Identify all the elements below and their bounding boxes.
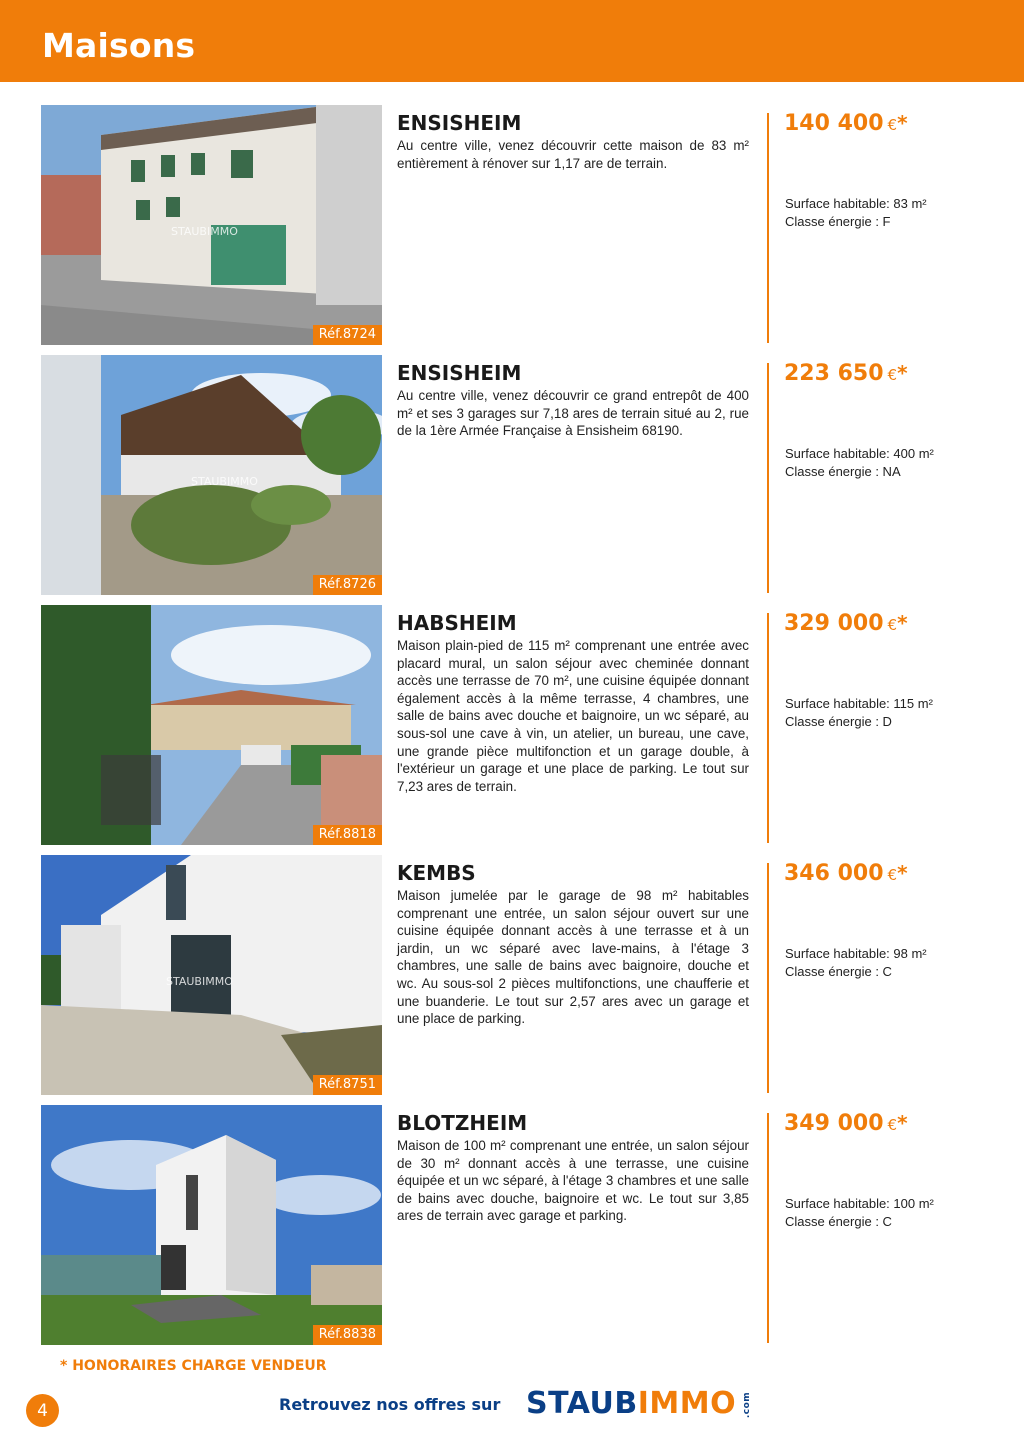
listing-price: 223 650 €* (784, 361, 908, 386)
listing-photo[interactable] (41, 105, 382, 345)
divider (767, 1113, 769, 1343)
energy-class-text: Classe énergie : C (785, 964, 892, 979)
divider (767, 613, 769, 843)
listing-specs (785, 695, 933, 731)
listing-photo[interactable] (41, 1105, 382, 1345)
listing-price: 140 400 €* (784, 111, 908, 136)
listing-city: ENSISHEIM (397, 111, 522, 135)
listing-card (0, 355, 1024, 595)
divider (767, 863, 769, 1093)
reference-badge: Réf.8818 (313, 825, 382, 845)
logo-text-immo: IMMO (637, 1386, 737, 1421)
listing-city: KEMBS (397, 861, 476, 885)
page-number-badge: 4 (26, 1394, 59, 1427)
reference-badge: Réf.8724 (313, 325, 382, 345)
listing-photo[interactable] (41, 605, 382, 845)
listing-specs (785, 945, 927, 981)
photo-watermark: STAUBIMMO (191, 475, 258, 488)
energy-class-text: Classe énergie : C (785, 1214, 892, 1229)
photo-watermark: STAUBIMMO (166, 975, 233, 988)
listing-card (0, 605, 1024, 845)
logo-text-staub: STAUB (526, 1386, 638, 1421)
surface-text: Surface habitable: 400 m² (785, 446, 934, 461)
listing-card (0, 855, 1024, 1095)
listing-specs (785, 445, 934, 481)
page-title: Maisons (42, 26, 196, 65)
photo-watermark: STAUBIMMO (171, 225, 238, 238)
listing-card (0, 1105, 1024, 1345)
surface-text: Surface habitable: 83 m² (785, 196, 927, 211)
surface-text: Surface habitable: 98 m² (785, 946, 927, 961)
listing-description: Maison plain-pied de 115 m² comprenant une entrée avec placard mural, un salon séjour avec cheminée donnant accès une terrasse de 70 m², une cuisine équipée donnant également accès à la même terrasse, 4 chambres, une salle de bains avec douche et baignoire, un wc séparé, au sous-sol une cave à vin, un atelier, un bureau, une cave, une grande pièce multifonction et un garage double, à l'extérieur un garage et une place de parking. Le tout sur 7,23 ares de terrain. (397, 638, 749, 794)
divider (767, 113, 769, 343)
divider (767, 363, 769, 593)
logo-suffix: .com (742, 1391, 753, 1418)
listing-price: 346 000 €* (784, 861, 908, 886)
listing-price: 329 000 €* (784, 611, 908, 636)
listing-specs (785, 1195, 934, 1231)
listing-photo[interactable] (41, 855, 382, 1095)
reference-badge: Réf.8838 (313, 1325, 382, 1345)
listing-description: Au centre ville, venez découvrir cette maison de 83 m² entièrement à rénover sur 1,17 are de terrain. (397, 138, 749, 171)
listing-price: 349 000 €* (784, 1111, 908, 1136)
reference-badge: Réf.8726 (313, 575, 382, 595)
surface-text: Surface habitable: 115 m² (785, 696, 933, 711)
surface-text: Surface habitable: 100 m² (785, 1196, 934, 1211)
staubimmo-logo[interactable] (526, 1386, 760, 1421)
listing-description: Au centre ville, venez découvrir ce grand entrepôt de 400 m² et ses 3 garages sur 7,18 ares de terrain situé au 2, rue de la 1ère Armée Française à Ensisheim 68190. (397, 388, 749, 439)
listing-city: BLOTZHEIM (397, 1111, 528, 1135)
listing-specs (785, 195, 927, 231)
page-header (0, 0, 1024, 82)
listing-description: Maison jumelée par le garage de 98 m² habitables comprenant une entrée, un salon séjour ouvert sur une cuisine équipée donnant accès à une terrasse et à un jardin, un wc séparé avec lave-mains, à l'étage 3 chambres, une salle de bains avec baignoire, douche et wc. Au sous-sol 2 pièces multifonctions, une chaufferie et une buanderie. Le tout sur 2,57 ares avec un garage et une place de parking. (397, 888, 749, 1027)
promo-text: Retrouvez nos offres sur (279, 1395, 501, 1414)
reference-badge: Réf.8751 (313, 1075, 382, 1095)
listing-photo[interactable] (41, 355, 382, 595)
listing-card (0, 105, 1024, 345)
energy-class-text: Classe énergie : F (785, 214, 891, 229)
listing-city: HABSHEIM (397, 611, 517, 635)
energy-class-text: Classe énergie : D (785, 714, 892, 729)
listing-city: ENSISHEIM (397, 361, 522, 385)
listing-description: Maison de 100 m² comprenant une entrée, un salon séjour de 30 m² donnant accès à une terrasse, une cuisine équipée et un wc séparé, à l'étage 3 chambres et une salle de bains avec douche, baignoire et wc. Le tout sur 3,85 ares de terrain avec garage et parking. (397, 1138, 749, 1224)
fees-footnote: * HONORAIRES CHARGE VENDEUR (60, 1358, 327, 1374)
energy-class-text: Classe énergie : NA (785, 464, 901, 479)
